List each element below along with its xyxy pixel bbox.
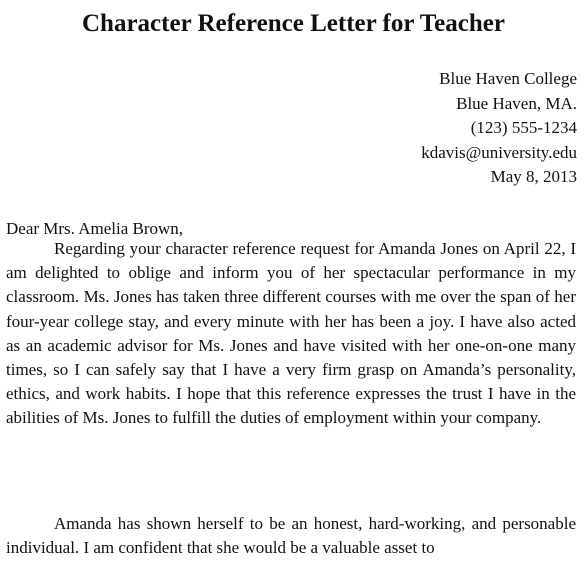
sender-email: kdavis@university.edu (421, 142, 577, 162)
salutation: Dear Mrs. Amelia Brown, (6, 219, 184, 238)
sender-institution: Blue Haven College (439, 69, 577, 88)
body-paragraph-2: Amanda has shown herself to be an honest, hard-working, and personable individual. I am confident that she would be a valuable asset to (6, 514, 576, 558)
body-paragraph-1: Regarding your character reference request for Amanda Jones on April 22, I am delighted to oblige and inform you of her spectacular performance in my classroom. Ms. Jones has taken three different courses with me over the span of her four-year college stay, and every minute with her has been a joy. I have also acted as an academic advisor for Ms. Jones and have visited with her one-on-one many times, so I can safely say that I have a very firm grasp on Amanda’s personality, ethics, and work habits. I hope that this reference expresses the trust I have in the abilities of Ms. Jones to fulfill the duties of employment within your company. (6, 239, 576, 428)
sender-phone: (123) 555-1234 (470, 118, 577, 137)
sender-address-block (421, 67, 577, 190)
letter-title: Character Reference Letter for Teacher (82, 10, 505, 37)
sender-city: Blue Haven, MA. (456, 93, 577, 113)
letter-date: May 8, 2013 (490, 167, 577, 186)
